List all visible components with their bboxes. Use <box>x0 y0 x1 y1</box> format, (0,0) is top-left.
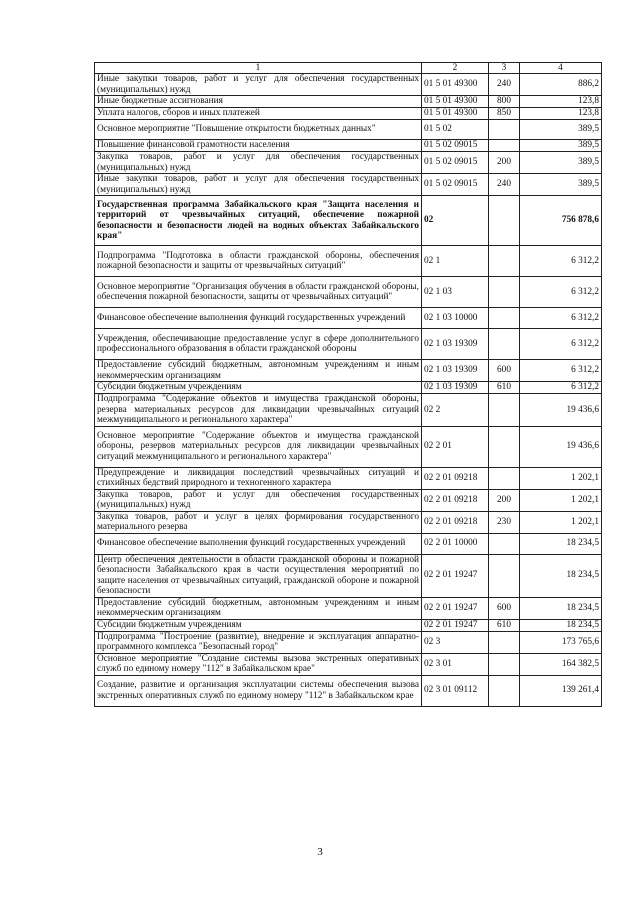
row-vr: 610 <box>489 382 520 394</box>
row-code: 02 1 03 19309 <box>422 329 489 360</box>
row-sum: 18 234,5 <box>520 597 602 619</box>
table-row <box>95 96 602 108</box>
row-vr <box>489 277 520 308</box>
row-name: Создание, развитие и организация эксплуатации системы обеспечения вызова экстренных оперативных служб по единому номеру "112" в Забайкальском крае <box>95 675 422 706</box>
row-sum: 886,2 <box>520 74 602 96</box>
row-vr <box>489 140 520 152</box>
table-row <box>95 489 602 511</box>
row-name: Учреждения, обеспечивающие предоставление услуг в сфере дополнительного профессионального образования в области гражданской обороны <box>95 329 422 360</box>
row-code: 02 <box>422 196 489 246</box>
row-vr <box>489 631 520 653</box>
row-code: 02 1 <box>422 246 489 277</box>
row-code: 02 2 01 19247 <box>422 554 489 597</box>
row-sum: 6 312,2 <box>520 308 602 329</box>
table-row <box>95 174 602 196</box>
row-sum: 18 234,5 <box>520 533 602 554</box>
row-vr <box>489 120 520 140</box>
row-name: Финансовое обеспечение выполнения функций государственных учреждений <box>95 308 422 329</box>
row-name: Предупреждение и ликвидация последствий чрезвычайных ситуаций и стихийных бедствий природного и техногенного характера <box>95 467 422 489</box>
row-code: 01 5 01 49300 <box>422 74 489 96</box>
row-sum: 6 312,2 <box>520 246 602 277</box>
row-sum: 389,5 <box>520 174 602 196</box>
row-code: 01 5 02 09015 <box>422 140 489 152</box>
row-name: Подпрограмма "Содержание объектов и имущества гражданской обороны, резерва материальных ресурсов для ликвидации чрезвычайных ситуаций межмуниципального и регионального характера" <box>95 394 422 427</box>
row-vr: 230 <box>489 511 520 533</box>
table-row <box>95 108 602 120</box>
row-vr: 610 <box>489 619 520 631</box>
row-code: 01 5 02 <box>422 120 489 140</box>
row-vr <box>489 467 520 489</box>
row-name: Подпрограмма "Подготовка в области гражданской обороны, обеспечения пожарной безопасности и защиты от чрезвычайных ситуаций" <box>95 246 422 277</box>
row-name: Субсидии бюджетным учреждениям <box>95 382 422 394</box>
row-vr <box>489 308 520 329</box>
row-vr: 240 <box>489 74 520 96</box>
table-row <box>95 467 602 489</box>
table-row <box>95 426 602 467</box>
row-name: Финансовое обеспечение выполнения функций государственных учреждений <box>95 533 422 554</box>
row-name: Субсидии бюджетным учреждениям <box>95 619 422 631</box>
row-name: Закупка товаров, работ и услуг для обеспечения государственных (муниципальных) нужд <box>95 489 422 511</box>
row-code: 02 2 01 <box>422 426 489 467</box>
row-code: 02 1 03 10000 <box>422 308 489 329</box>
row-vr: 800 <box>489 96 520 108</box>
row-vr <box>489 394 520 427</box>
row-sum: 173 765,6 <box>520 631 602 653</box>
row-code: 02 2 01 09218 <box>422 489 489 511</box>
row-sum: 19 436,6 <box>520 426 602 467</box>
row-vr <box>489 329 520 360</box>
table-row <box>95 308 602 329</box>
row-vr <box>489 554 520 597</box>
row-vr: 600 <box>489 597 520 619</box>
row-vr <box>489 533 520 554</box>
row-sum: 139 261,4 <box>520 675 602 706</box>
row-code: 02 2 01 19247 <box>422 619 489 631</box>
row-code: 01 5 02 09015 <box>422 152 489 174</box>
row-code: 02 2 <box>422 394 489 427</box>
row-sum: 6 312,2 <box>520 277 602 308</box>
row-code: 02 2 01 09218 <box>422 467 489 489</box>
table-row <box>95 675 602 706</box>
table-row <box>95 329 602 360</box>
row-sum: 389,5 <box>520 152 602 174</box>
row-name: Закупка товаров, работ и услуг для обеспечения государственных (муниципальных) нужд <box>95 152 422 174</box>
row-sum: 18 234,5 <box>520 619 602 631</box>
table-row <box>95 533 602 554</box>
table-row <box>95 631 602 653</box>
row-code: 02 2 01 10000 <box>422 533 489 554</box>
table-row <box>95 619 602 631</box>
row-name: Предоставление субсидий бюджетным, автономным учреждениям и иным некоммерческим организациям <box>95 597 422 619</box>
table-row <box>95 394 602 427</box>
row-vr: 200 <box>489 489 520 511</box>
row-name: Предоставление субсидий бюджетным, автономным учреждениям и иным некоммерческим организациям <box>95 360 422 382</box>
row-name: Основное мероприятие "Организация обучения в области гражданской обороны, обеспечения пожарной безопасности, защиты от чрезвычайных ситуаций" <box>95 277 422 308</box>
table-header-row <box>95 63 602 74</box>
row-name: Государственная программа Забайкальского края "Защита населения и территорий от чрезвычайных ситуаций, обеспечение пожарной безопасности и безопасности людей на водных объектах Забайкальского края" <box>95 196 422 246</box>
row-code: 02 1 03 <box>422 277 489 308</box>
table-row <box>95 277 602 308</box>
table-row <box>95 653 602 675</box>
row-name: Уплата налогов, сборов и иных платежей <box>95 108 422 120</box>
row-sum: 123,8 <box>520 108 602 120</box>
row-code: 02 3 <box>422 631 489 653</box>
row-sum: 1 202,1 <box>520 489 602 511</box>
table-row <box>95 382 602 394</box>
row-code: 02 2 01 09218 <box>422 511 489 533</box>
table-row <box>95 511 602 533</box>
table-row <box>95 74 602 96</box>
header-col-code: 2 <box>422 63 489 74</box>
row-vr <box>489 246 520 277</box>
row-code: 01 5 01 49300 <box>422 108 489 120</box>
row-code: 01 5 01 49300 <box>422 96 489 108</box>
row-name: Повышение финансовой грамотности населения <box>95 140 422 152</box>
row-vr: 850 <box>489 108 520 120</box>
row-sum: 756 878,6 <box>520 196 602 246</box>
row-code: 02 3 01 09112 <box>422 675 489 706</box>
row-sum: 18 234,5 <box>520 554 602 597</box>
row-sum: 6 312,2 <box>520 329 602 360</box>
row-sum: 389,5 <box>520 120 602 140</box>
row-vr <box>489 196 520 246</box>
row-sum: 389,5 <box>520 140 602 152</box>
row-name: Подпрограмма "Построение (развитие), внедрение и эксплуатация аппаратно-программного комплекса "Безопасный город" <box>95 631 422 653</box>
row-vr <box>489 675 520 706</box>
row-name: Центр обеспечения деятельности в области гражданской обороны и пожарной безопасности Забайкальского края в части осуществления мероприятий по защите населения от чрезвычайных ситуаций, гражданской обороне и пожарной безопасности <box>95 554 422 597</box>
row-name: Основное мероприятие "Создание системы вызова экстренных оперативных служб по единому номеру "112" в Забайкальском крае" <box>95 653 422 675</box>
row-code: 02 2 01 19247 <box>422 597 489 619</box>
row-vr: 200 <box>489 152 520 174</box>
row-sum: 19 436,6 <box>520 394 602 427</box>
table-row <box>95 597 602 619</box>
row-sum: 6 312,2 <box>520 382 602 394</box>
table-row <box>95 554 602 597</box>
row-name: Основное мероприятие "Содержание объектов и имущества гражданской обороны, резервов материальных ресурсов для ликвидации чрезвычайных ситуаций межмуниципального и регионального характера" <box>95 426 422 467</box>
row-sum: 164 382,5 <box>520 653 602 675</box>
row-sum: 6 312,2 <box>520 360 602 382</box>
table-row <box>95 152 602 174</box>
row-vr: 240 <box>489 174 520 196</box>
row-code: 02 1 03 19309 <box>422 360 489 382</box>
row-vr: 600 <box>489 360 520 382</box>
table-row <box>95 120 602 140</box>
row-name: Иные закупки товаров, работ и услуг для обеспечения государственных (муниципальных) нужд <box>95 74 422 96</box>
table-row <box>95 140 602 152</box>
row-sum: 1 202,1 <box>520 511 602 533</box>
row-name: Иные бюджетные ассигнования <box>95 96 422 108</box>
row-code: 02 3 01 <box>422 653 489 675</box>
row-name: Закупка товаров, работ и услуг в целях формирования государственного материального резерва <box>95 511 422 533</box>
row-vr <box>489 426 520 467</box>
row-name: Иные закупки товаров, работ и услуг для обеспечения государственных (муниципальных) нужд <box>95 174 422 196</box>
table-row <box>95 246 602 277</box>
table-row <box>95 196 602 246</box>
page-number: 3 <box>317 846 323 858</box>
row-code: 02 1 03 19309 <box>422 382 489 394</box>
table-row <box>95 360 602 382</box>
budget-table <box>94 62 602 707</box>
header-col-name: 1 <box>95 63 422 74</box>
row-sum: 123,8 <box>520 96 602 108</box>
header-col-vr: 3 <box>489 63 520 74</box>
row-name: Основное мероприятие "Повышение открытости бюджетных данных" <box>95 120 422 140</box>
row-code: 01 5 02 09015 <box>422 174 489 196</box>
header-col-sum: 4 <box>520 63 602 74</box>
row-sum: 1 202,1 <box>520 467 602 489</box>
row-vr <box>489 653 520 675</box>
